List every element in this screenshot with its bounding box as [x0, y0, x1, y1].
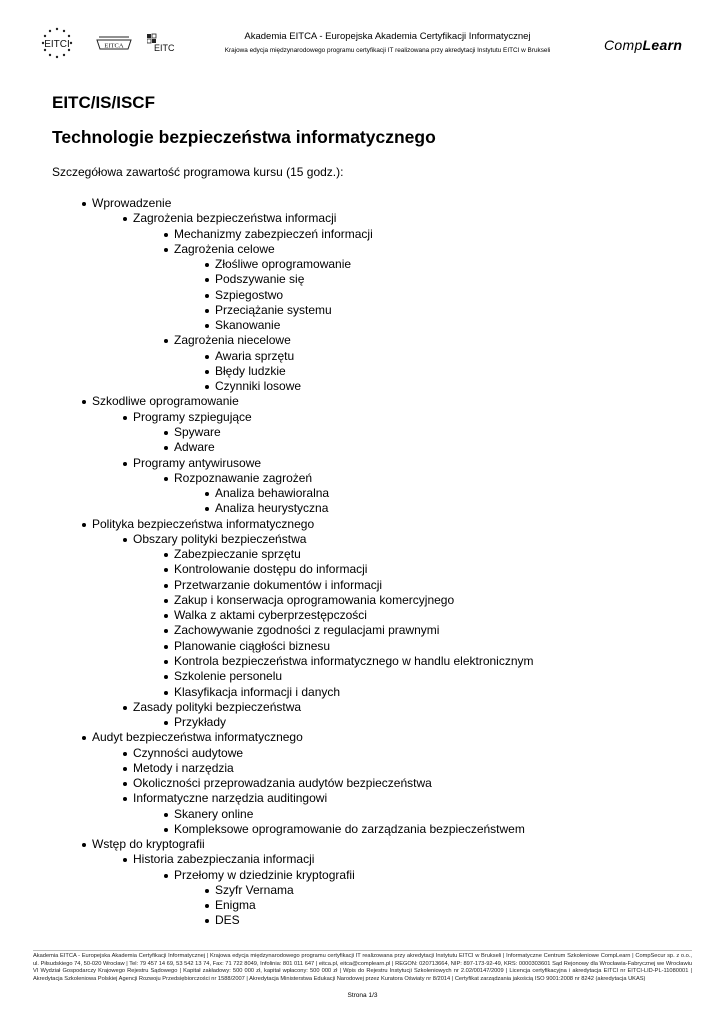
- outline-item-label: Czynniki losowe: [215, 379, 302, 394]
- outline-item-label: Zagrożenia celowe: [174, 241, 275, 256]
- outline-item-label: Kontrola bezpieczeństwa informatycznego w handlu elektronicznym: [174, 653, 534, 668]
- bullet-icon: [123, 462, 127, 466]
- outline-item-label: Podszywanie się: [215, 272, 305, 287]
- complearn-logo-part1: Comp: [604, 37, 643, 53]
- outline-item: [52, 807, 692, 822]
- bullet-icon: [205, 919, 209, 923]
- header-subtitle: Krajowa edycja międzynarodowego programu certyfikacji IT realizowana przy akredytacji Instytutu EITCI w Brukseli: [224, 47, 551, 54]
- bullet-icon: [164, 553, 168, 557]
- outline-item: [52, 776, 692, 791]
- bullet-icon: [164, 691, 168, 695]
- bullet-icon: [123, 767, 127, 771]
- course-code: EITC/IS/ISCF: [52, 93, 155, 112]
- outline-item: [52, 746, 692, 761]
- outline-item: [52, 700, 692, 715]
- outline-item: [52, 211, 692, 226]
- outline-item: [52, 333, 692, 348]
- outline-item: [52, 456, 692, 471]
- outline-item: [52, 394, 692, 409]
- bullet-icon: [123, 416, 127, 420]
- outline-item: [52, 410, 692, 425]
- outline-item: [52, 791, 692, 806]
- outline-item: [52, 196, 692, 211]
- outline-item: [52, 730, 692, 745]
- outline-item: [52, 822, 692, 837]
- outline-item: [52, 272, 692, 287]
- outline-item: [52, 547, 692, 562]
- outline-item-label: Mechanizmy zabezpieczeń informacji: [174, 226, 373, 241]
- outline-item: [52, 685, 692, 700]
- outline-item-label: Analiza heurystyczna: [215, 501, 329, 516]
- outline-item-label: Spyware: [174, 424, 221, 439]
- outline-item-label: Szkolenie personelu: [174, 669, 283, 684]
- course-title: Technologie bezpieczeństwa informatycznego: [52, 127, 436, 147]
- outline-item-label: Kontrolowanie dostępu do informacji: [174, 562, 368, 577]
- header-text: [190, 31, 585, 56]
- outline-item: [52, 761, 692, 776]
- outline-item: [52, 837, 692, 852]
- bullet-icon: [205, 507, 209, 511]
- bullet-icon: [205, 263, 209, 267]
- bullet-icon: [164, 584, 168, 588]
- bullet-icon: [82, 202, 86, 206]
- bullet-icon: [164, 431, 168, 435]
- outline-item: [52, 654, 692, 669]
- outline-item-label: Awaria sprzętu: [215, 348, 295, 363]
- eitc-logo-text: EITC: [154, 43, 175, 53]
- outline-item-label: Planowanie ciągłości biznesu: [174, 638, 331, 653]
- footer-divider: [33, 950, 692, 951]
- outline-item: [52, 623, 692, 638]
- footer-text: Akademia EITCA - Europejska Akademia Certyfikacji Informatycznej | Krajowa edycja międzynarodowego programu certyfikacji IT realizowana przy akredytacji Instytutu EITCI w Brukseli | Informatyczne Centrum Szkoleniowe CompLearn | CompSecur sp. z o.o., ul. Piłsudskiego 74, 50-020 Wrocław | Tel: 79 457 14 69, 53 542 13 74, Fax: 71 722 8049, Infolinia: 801 011 647 | eitca.pl, eitca@complearn.pl | REGON: 020713664, NIP: 897-173-92-49, KRS: 0000303601 Sąd Rejonowy dla Wrocławia-Fabrycznej we Wrocławiu VI Wydział Gospodarczy Krajowego Rejestru Sądowego | Kapitał zakładowy: 500 000 zł, kapitał wpłacony: 500 000 zł | Wpis do Rejestru Instytucji Szkoleniowych nr 2.02/00147/2009 | Licencja certyfikacyjna i akredytacja EITCI nr EITCI-LID-PL-11080001 | Akredytacja Szkoleniowa Polskiej Agencji Rozwoju Przedsiębiorczości nr 1588/2007 | Akredytacja Ministerstwa Edukacji Narodowej przez Kuratora Oświaty nr 8/2014 | Certyfikat zarządzania jakością ISO 9001:2008 nr 8242 (akredytacja UKAS): [33, 953, 692, 982]
- bullet-icon: [164, 874, 168, 878]
- outline-item-label: Zasady polityki bezpieczeństwa: [133, 699, 302, 714]
- outline-item-label: Szpiegostwo: [215, 287, 284, 302]
- page-header: [0, 0, 725, 75]
- outline-item: [52, 898, 692, 913]
- outline-item: [52, 440, 692, 455]
- eitci-logo: [33, 26, 81, 60]
- bullet-icon: [123, 706, 127, 710]
- complearn-logo: [604, 37, 682, 53]
- bullet-icon: [164, 828, 168, 832]
- bullet-icon: [123, 797, 127, 801]
- outline-item: [52, 532, 692, 547]
- outline-item-label: Zagrożenia niecelowe: [174, 333, 291, 348]
- outline-item: [52, 227, 692, 242]
- eitca-logo-text: EITCA: [104, 42, 124, 50]
- bullet-icon: [205, 385, 209, 389]
- bullet-icon: [205, 492, 209, 496]
- outline-item-label: Informatyczne narzędzia auditingowi: [133, 791, 328, 806]
- outline-item: [52, 257, 692, 272]
- outline-item: [52, 303, 692, 318]
- outline-item-label: Rozpoznawanie zagrożeń: [174, 470, 313, 485]
- bullet-icon: [164, 248, 168, 252]
- bullet-icon: [205, 309, 209, 313]
- outline-item-label: Przełomy w dziedzinie kryptografii: [174, 867, 355, 882]
- eitca-logo: [95, 34, 133, 52]
- outline-item-label: Adware: [174, 440, 215, 455]
- outline-item-label: Zachowywanie zgodności z regulacjami prawnymi: [174, 623, 440, 638]
- complearn-logo-part2: Learn: [642, 37, 683, 53]
- page-number: Strona 1/3: [347, 992, 378, 999]
- bullet-icon: [164, 614, 168, 618]
- outline-item-label: Kompleksowe oprogramowanie do zarządzania bezpieczeństwem: [174, 821, 525, 836]
- outline-item-label: Zakup i konserwacja oprogramowania komercyjnego: [174, 592, 455, 607]
- bullet-icon: [164, 599, 168, 603]
- outline-item-label: Metody i narzędzia: [133, 760, 234, 775]
- bullet-icon: [164, 568, 168, 572]
- outline-item-label: Programy antywirusowe: [133, 455, 262, 470]
- outline-item: [52, 578, 692, 593]
- outline-item: [52, 425, 692, 440]
- outline-item: [52, 913, 692, 928]
- bullet-icon: [164, 721, 168, 725]
- bullet-icon: [123, 217, 127, 221]
- outline-item-label: DES: [215, 913, 240, 928]
- outline-item-label: Przykłady: [174, 715, 227, 730]
- bullet-icon: [205, 370, 209, 374]
- outline-item: [52, 318, 692, 333]
- outline-item-label: Walka z aktami cyberprzestępczości: [174, 608, 367, 623]
- bullet-icon: [164, 233, 168, 237]
- outline-item: [52, 471, 692, 486]
- bullet-icon: [82, 843, 86, 847]
- bullet-icon: [164, 675, 168, 679]
- outline-item-label: Audyt bezpieczeństwa informatycznego: [92, 730, 303, 745]
- outline-item: [52, 349, 692, 364]
- outline-item: [52, 486, 692, 501]
- outline-item-label: Polityka bezpieczeństwa informatycznego: [92, 516, 315, 531]
- outline-item: [52, 608, 692, 623]
- outline-item-label: Zabezpieczanie sprzętu: [174, 547, 301, 562]
- outline-item-label: Przeciążanie systemu: [215, 302, 332, 317]
- outline-item: [52, 593, 692, 608]
- outline-item: [52, 379, 692, 394]
- outline-item-label: Wstęp do kryptografii: [92, 837, 205, 852]
- outline-item: [52, 364, 692, 379]
- outline-item: [52, 242, 692, 257]
- outline-item-label: Okoliczności przeprowadzania audytów bezpieczeństwa: [133, 776, 432, 791]
- course-outline: [52, 196, 692, 929]
- outline-item-label: Czynności audytowe: [133, 745, 244, 760]
- outline-item: [52, 669, 692, 684]
- bullet-icon: [205, 889, 209, 893]
- course-intro: Szczegółowa zawartość programowa kursu (15 godz.):: [52, 165, 344, 179]
- bullet-icon: [164, 446, 168, 450]
- eitci-logo-text: EITCI: [44, 39, 70, 50]
- bullet-icon: [164, 813, 168, 817]
- outline-item: [52, 715, 692, 730]
- bullet-icon: [123, 782, 127, 786]
- bullet-icon: [164, 477, 168, 481]
- bullet-icon: [123, 858, 127, 862]
- bullet-icon: [205, 904, 209, 908]
- bullet-icon: [82, 523, 86, 527]
- outline-item-label: Błędy ludzkie: [215, 363, 286, 378]
- outline-item-label: Szyfr Vernama: [215, 882, 294, 897]
- outline-item-label: Złośliwe oprogramowanie: [215, 257, 352, 272]
- bullet-icon: [82, 736, 86, 740]
- outline-item-label: Szkodliwe oprogramowanie: [92, 394, 239, 409]
- bullet-icon: [164, 660, 168, 664]
- bullet-icon: [205, 294, 209, 298]
- outline-item-label: Przetwarzanie dokumentów i informacji: [174, 577, 383, 592]
- outline-item-label: Zagrożenia bezpieczeństwa informacji: [133, 211, 337, 226]
- bullet-icon: [123, 752, 127, 756]
- outline-item-label: Klasyfikacja informacji i danych: [174, 684, 341, 699]
- outline-item: [52, 883, 692, 898]
- outline-item-label: Programy szpiegujące: [133, 409, 252, 424]
- outline-item-label: Wprowadzenie: [92, 196, 172, 210]
- bullet-icon: [205, 278, 209, 282]
- outline-item: [52, 639, 692, 654]
- header-title: Akademia EITCA - Europejska Akademia Certyfikacji Informatycznej: [244, 31, 531, 42]
- bullet-icon: [164, 339, 168, 343]
- outline-item-label: Analiza behawioralna: [215, 486, 330, 501]
- outline-item: [52, 517, 692, 532]
- outline-item: [52, 868, 692, 883]
- bullet-icon: [82, 400, 86, 404]
- outline-item: [52, 288, 692, 303]
- bullet-icon: [164, 629, 168, 633]
- outline-item: [52, 501, 692, 516]
- outline-item-label: Enigma: [215, 898, 256, 913]
- outline-item-label: Skanery online: [174, 806, 254, 821]
- bullet-icon: [164, 645, 168, 649]
- bullet-icon: [205, 355, 209, 359]
- outline-item: [52, 852, 692, 867]
- bullet-icon: [205, 324, 209, 328]
- outline-item-label: Obszary polityki bezpieczeństwa: [133, 531, 307, 546]
- outline-item: [52, 562, 692, 577]
- eitc-logo: [147, 32, 177, 54]
- outline-item-label: Skanowanie: [215, 318, 281, 333]
- outline-item-label: Historia zabezpieczania informacji: [133, 852, 315, 867]
- bullet-icon: [123, 538, 127, 542]
